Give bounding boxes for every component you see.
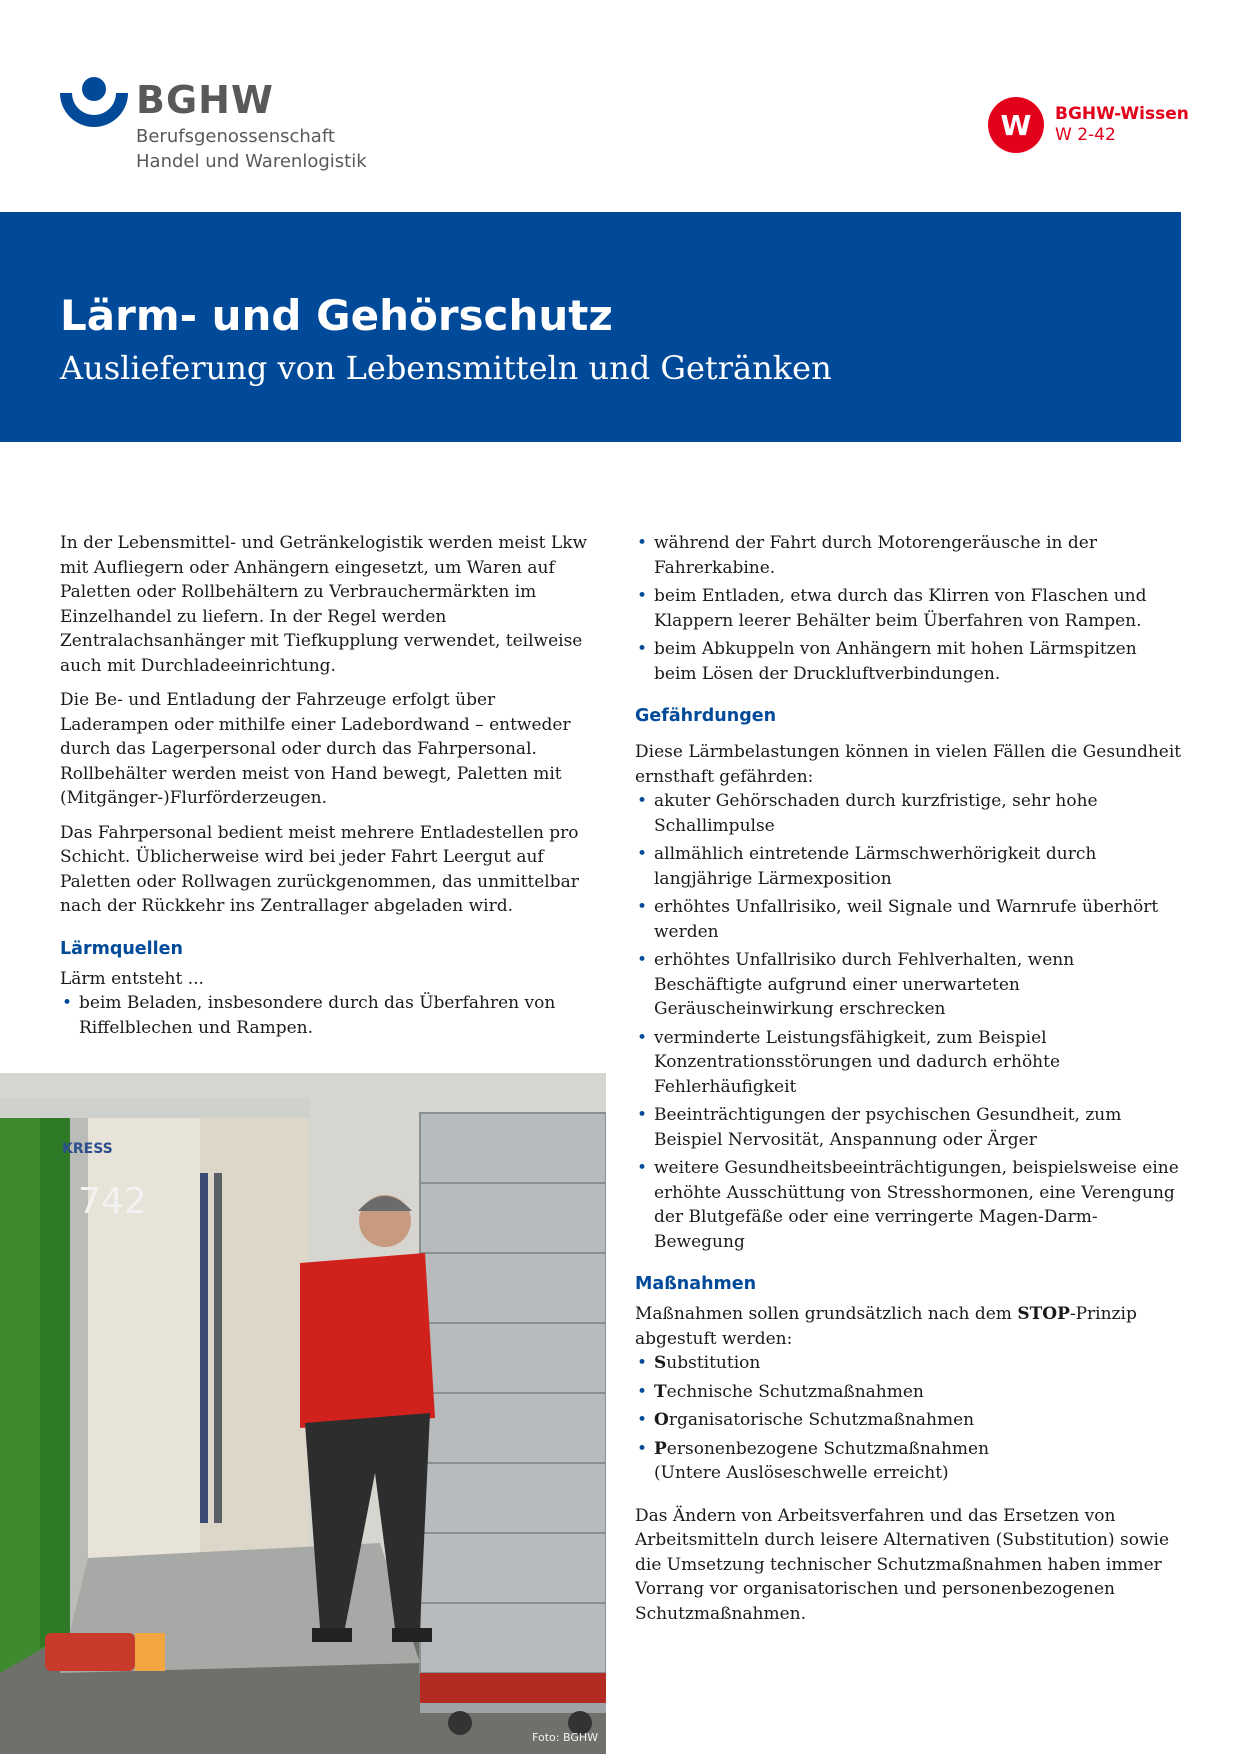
bullet-icon: • [637,586,648,606]
bullet-icon: • [637,1438,648,1459]
bullet-icon: • [637,844,648,864]
organization-name: Berufsgenossenschaft Handel und Warenlogistik [136,126,367,172]
document-subtitle: Auslieferung von Lebensmitteln und Getränken [60,349,832,387]
bullet-icon: • [637,1158,648,1178]
title-banner [0,212,1181,442]
bullet-icon: • [637,791,648,811]
photo-credit: Foto: BGHW [532,1731,598,1744]
laermquellen-list-continued [635,531,1183,686]
laermquellen-list [60,991,608,1040]
bullet-icon: • [637,897,648,917]
massnahmen-lead: Maßnahmen sollen grundsätzlich nach dem STOP-Prinzip abgestuft werden: [635,1304,1137,1349]
list-item: • erhöhtes Unfallrisiko durch Fehlverhalten, wenn Beschäftigte aufgrund einer unerwarteten Geräuscheinwirkung erschrecken [637,950,1075,1019]
bullet-icon: • [62,993,73,1013]
bullet-icon: • [637,1381,648,1402]
vehicle-number: 742 [78,1181,147,1222]
bullet-icon: • [637,639,648,659]
list-item: • während der Fahrt durch Motorengeräusche in der Fahrerkabine. [637,533,1097,578]
list-item: • akuter Gehörschaden durch kurzfristige, sehr hohe Schallimpulse [637,791,1098,836]
document-title: Lärm- und Gehörschutz [60,291,613,340]
list-item: • verminderte Leistungsfähigkeit, zum Beispiel Konzentrationsstörungen und dadurch erhöhte Fehlerhäufigkeit [637,1027,1061,1097]
gefaehrdungen-lead: Diese Lärmbelastungen können in vielen Fällen die Gesundheit ernsthaft gefährden: [635,742,1182,787]
series-label [1055,104,1189,146]
intro-paragraph: Die Be- und Entladung der Fahrzeuge erfolgt über Laderampen oder mithilfe einer Ladebordwand – entweder durch das Lagerpersonal oder durch das Fahrpersonal. Rollbehälter werden meist von Hand bewegt, Paletten mit (Mitgänger-)Flurförderzeugen. [60,690,571,808]
series-badge-icon: W [988,97,1044,153]
list-item: • Personenbezogene Schutzmaßnahmen (Untere Auslöseschwelle erreicht) [637,1438,990,1483]
left-column [60,531,608,1044]
bullet-icon: • [637,533,648,553]
laermquellen-lead: Lärm entsteht ... [60,968,204,989]
series-title: BGHW-Wissen [1055,104,1189,124]
list-item: • erhöhtes Unfallrisiko, weil Signale und Warnrufe überhört werden [637,897,1159,942]
bullet-icon: • [637,1105,648,1125]
list-item: • allmählich eintretende Lärmschwerhörigkeit durch langjährige Lärmexposition [637,844,1097,889]
list-item: • beim Entladen, etwa durch das Klirren von Flaschen und Klappern leerer Behälter beim Überfahren von Rampen. [637,586,1147,631]
delivery-photo [0,1073,606,1754]
list-item: • Technische Schutzmaßnahmen [635,1380,1183,1405]
brand-name: BGHW [136,78,274,122]
stop-note: (Untere Auslöseschwelle erreicht) [654,1463,949,1483]
massnahmen-closing: Das Ändern von Arbeitsverfahren und das Ersetzen von Arbeitsmitteln durch leisere Alternativen (Substitution) sowie die Umsetzung technischer Schutzmaßnahmen haben immer Vorrang vor organisatorischen und personenbezogenen Schutzmaßnahmen. [635,1505,1170,1624]
heading-laermquellen: Lärmquellen [60,938,184,959]
vehicle-brand: KRESS [62,1141,113,1157]
list-item: • weitere Gesundheitsbeeinträchtigungen, beispielsweise eine erhöhte Ausschüttung von Stresshormonen, eine Verengung der Blutgefäße oder eine verringerte Magen-Darm-Bewegung [637,1158,1179,1252]
bullet-icon: • [637,1353,648,1373]
list-item: • Substitution [635,1351,1183,1376]
bullet-icon: • [637,950,648,970]
bghw-logo-icon [58,75,130,135]
list-item: • Beeinträchtigungen der psychischen Gesundheit, zum Beispiel Nervosität, Anspannung oder Ärger [637,1105,1122,1150]
list-item: • Organisatorische Schutzmaßnahmen [635,1408,1183,1433]
bullet-icon: • [637,1410,648,1430]
gefaehrdungen-list [635,789,1183,1254]
list-item: • beim Beladen, insbesondere durch das Überfahren von Riffelblechen und Rampen. [62,993,556,1038]
intro-paragraph: Das Fahrpersonal bedient meist mehrere Entladestellen pro Schicht. Üblicherweise wird bei jeder Fahrt Leergut auf Paletten oder Rollwagen zurückgenommen, das unmittelbar nach der Rückkehr ins Zentrallager abgeladen wird. [60,822,579,916]
series-code: W 2-42 [1055,125,1116,145]
right-column [635,531,1183,1636]
heading-gefaehrdungen: Gefährdungen [635,706,777,726]
list-item: • beim Abkuppeln von Anhängern mit hohen Lärmspitzen beim Lösen der Druckluftverbindungen. [637,639,1137,684]
intro-paragraph: In der Lebensmittel- und Getränkelogistik werden meist Lkw mit Aufliegern oder Anhängern eingesetzt, um Waren auf Paletten oder Rollbehältern zu Verbrauchermärkten im Einzelhandel zu liefern. In der Regel werden Zentralachsanhänger mit Tiefkupplung verwendet, teilweise auch mit Durchladeeinrichtung. [60,533,588,676]
stop-list [635,1351,1183,1486]
bullet-icon: • [637,1027,648,1048]
heading-massnahmen: Maßnahmen [635,1274,757,1294]
delivery-truck-illustration [0,1073,606,1754]
